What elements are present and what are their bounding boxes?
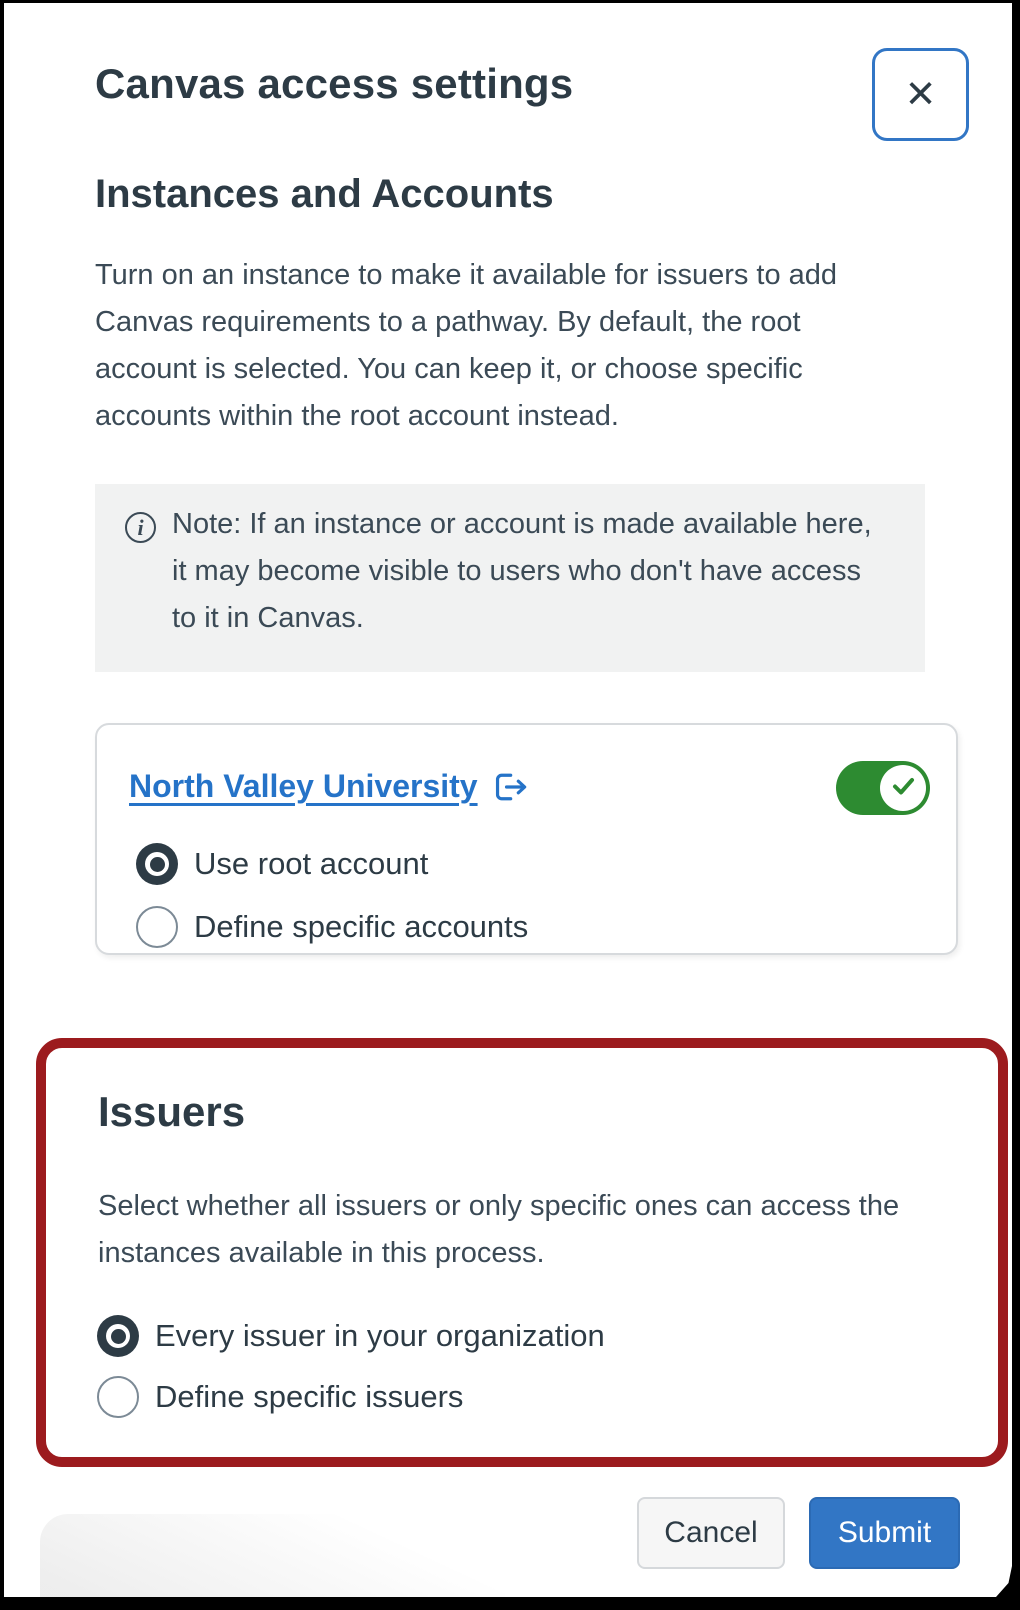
radio-control-selected[interactable] xyxy=(136,843,178,885)
instance-card xyxy=(95,723,958,955)
description-line: Canvas requirements to a pathway. By default, the root xyxy=(95,306,801,338)
note-text xyxy=(172,501,872,642)
note-line: Note: If an instance or account is made available here, xyxy=(172,508,872,540)
frame-border xyxy=(0,1597,1020,1610)
instance-toggle[interactable] xyxy=(836,761,930,815)
instance-link[interactable] xyxy=(129,768,528,805)
toggle-knob xyxy=(880,765,926,811)
description-line: instances available in this process. xyxy=(98,1237,545,1269)
radio-define-specific-accounts[interactable] xyxy=(136,906,528,948)
frame-border xyxy=(0,0,1020,3)
note-line: it may become visible to users who don't have access xyxy=(172,555,861,587)
cancel-button[interactable]: Cancel xyxy=(637,1497,785,1569)
radio-control-selected[interactable] xyxy=(97,1315,139,1357)
radio-label: Define specific issuers xyxy=(155,1379,464,1414)
radio-define-specific-issuers[interactable] xyxy=(97,1376,463,1418)
radio-label: Every issuer in your organization xyxy=(155,1318,605,1353)
frame-border xyxy=(0,0,4,1610)
description-line: Select whether all issuers or only specific ones can access the xyxy=(98,1190,900,1222)
description-line: accounts within the root account instead. xyxy=(95,400,619,432)
issuers-section-description xyxy=(98,1183,899,1277)
close-button[interactable] xyxy=(872,48,969,141)
instance-link-label: North Valley University xyxy=(129,768,478,804)
close-icon: ✕ xyxy=(904,73,937,116)
cursor-artifact xyxy=(996,1566,1012,1597)
note-line: to it in Canvas. xyxy=(172,602,364,634)
check-icon xyxy=(888,772,918,805)
frame-border xyxy=(1012,0,1020,1610)
external-link-icon xyxy=(492,770,528,804)
description-line: Turn on an instance to make it available for issuers to add xyxy=(95,259,838,291)
description-line: account is selected. You can keep it, or choose specific xyxy=(95,353,803,385)
radio-control-unselected[interactable] xyxy=(97,1376,139,1418)
radio-label: Define specific accounts xyxy=(194,909,529,944)
radio-use-root-account[interactable] xyxy=(136,843,428,885)
radio-every-issuer[interactable] xyxy=(97,1315,605,1357)
issuers-section-heading: Issuers xyxy=(98,1088,246,1135)
note-box xyxy=(95,484,925,672)
radio-label: Use root account xyxy=(194,846,429,881)
instances-section-heading: Instances and Accounts xyxy=(95,172,554,216)
submit-button[interactable]: Submit xyxy=(809,1497,960,1569)
instances-section-description xyxy=(95,252,837,440)
modal-title: Canvas access settings xyxy=(95,60,574,107)
radio-control-unselected[interactable] xyxy=(136,906,178,948)
info-icon: i xyxy=(125,512,156,543)
screenshot-artifact-smudge xyxy=(40,1514,505,1597)
